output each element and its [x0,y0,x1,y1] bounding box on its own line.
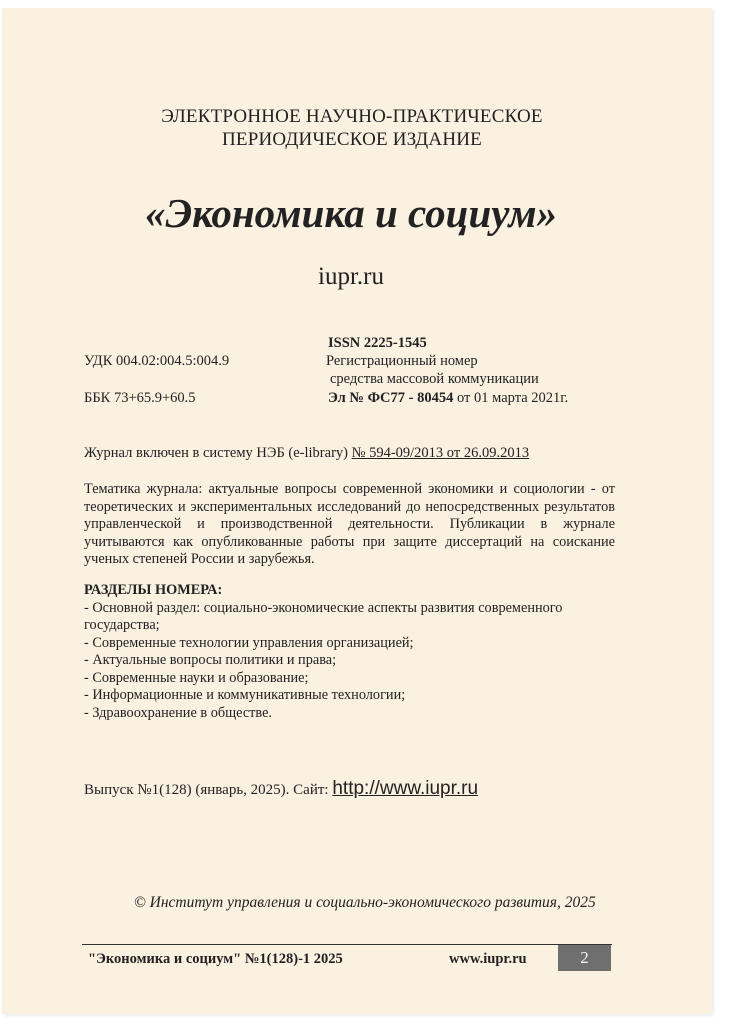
section-item: - Основной раздел: социально-экономические аспекты развития современного государства; [84,599,563,633]
neb-line [84,445,529,462]
header-line-1: ЭЛЕКТРОННОЕ НАУЧНО-ПРАКТИЧЕСКОЕ [161,106,543,127]
site-label: Сайт: [293,782,329,798]
registration-number [328,390,568,407]
section-item: - Современные технологии управления организацией; [84,634,414,651]
journal-site: iupr.ru [318,263,384,290]
issue-text: Выпуск №1(128) (январь, 2025). [84,782,290,798]
footer-journal: "Экономика и социум" №1(128)-1 2025 [88,951,343,967]
footer-site: www.iupr.ru [449,951,527,967]
footer-divider [82,944,612,945]
registration-line-1: Регистрационный номер [326,353,478,369]
section-item: - Здравоохранение в обществе. [84,704,273,721]
topic-paragraph: Тематика журнала: актуальные вопросы современной экономики и социологии - от теоретических и экспериментальных исследований до непосредственных результатов управленческой и производственной деятельности. Публикации в журнале учитываются как опубликованные работы при защите диссертаций на соискание ученых степеней России и зарубежья. [84,481,615,567]
copyright: © Институт управления и социально-экономического развития, 2025 [134,894,596,911]
issue-line [84,778,478,800]
sections-block [84,582,624,722]
udk: УДК 004.02:004.5:004.9 [84,353,230,369]
section-item: - Информационные и коммуникативные технологии; [84,687,406,703]
issn: ISSN 2225-1545 [328,335,427,351]
journal-title: «Экономика и социум» [144,190,558,236]
site-link[interactable]: http://www.iupr.ru [332,778,479,799]
bbk: ББК 73+65.9+60.5 [84,390,196,406]
registration-line-2: средства массовой коммуникации [330,371,539,387]
section-item: - Современные науки и образование; [84,669,309,686]
neb-text: Журнал включен в систему НЭБ (e-library) [84,445,348,461]
neb-number-link[interactable]: № 594-09/2013 от 26.09.2013 [351,445,530,461]
header-line-2: ПЕРИОДИЧЕСКОЕ ИЗДАНИЕ [222,129,482,150]
page-number-badge: 2 [558,945,611,971]
section-item: - Актуальные вопросы политики и права; [84,652,337,668]
registration-date: от 01 марта 2021г. [456,390,569,406]
registration-code: Эл № ФС77 - 80454 [328,390,454,406]
document-page [2,8,712,1014]
sections-heading: РАЗДЕЛЫ НОМЕРА: [84,582,223,598]
